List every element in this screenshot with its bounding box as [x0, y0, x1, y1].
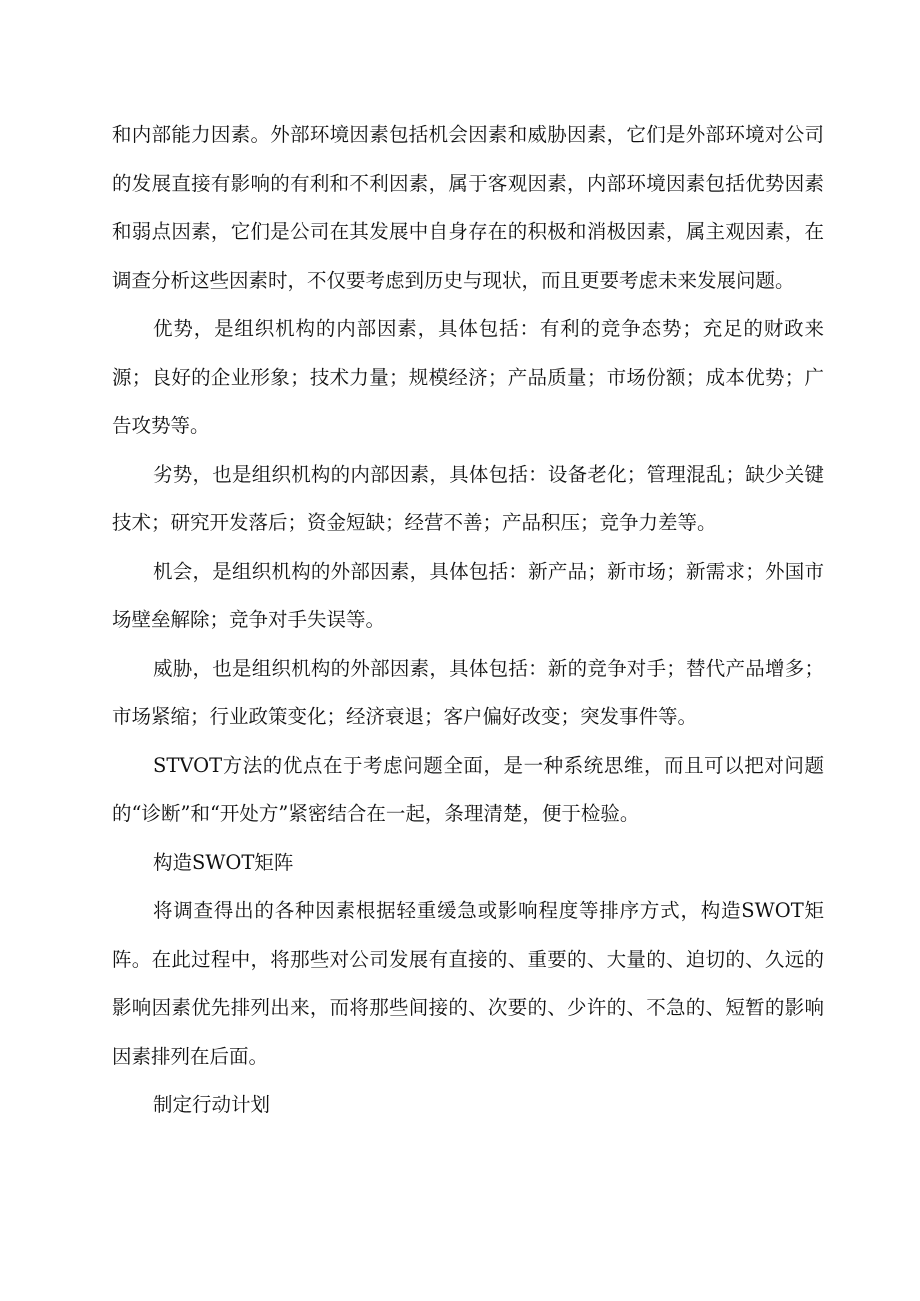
paragraph-matrix-description: 将调查得出的各种因素根据轻重缓急或影响程度等排序方式，构造SWOT矩阵。在此过程中，将那些对公司发展有直接的、重要的、大量的、迫切的、久远的影响因素优先排列出来，而将那些间接的、次要的、少许的、不急的、短暂的影响因素排列在后面。 [112, 899, 824, 1068]
paragraph-threats: 威胁，也是组织机构的外部因素，具体包括：新的竞争对手；替代产品增多；市场紧缩；行业政策变化；经济衰退；客户偏好改变；突发事件等。 [112, 656, 824, 728]
paragraph-weaknesses: 劣势，也是组织机构的内部因素，具体包括：设备老化；管理混乱；缺少关键技术；研究开发落后；资金短缺；经营不善；产品积压；竞争力差等。 [112, 462, 824, 534]
paragraph-continuation: 和内部能力因素。外部环境因素包括机会因素和威胁因素，它们是外部环境对公司的发展直接有影响的有利和不利因素，属于客观因素，内部环境因素包括优势因素和弱点因素，它们是公司在其发展中自身存在的积极和消极因素，属主观因素，在调查分析这些因素时，不仅要考虑到历史与现状，而且更要考虑未来发展问题。 [112, 123, 824, 292]
paragraph-method-advantages: STVOT方法的优点在于考虑问题全面，是一种系统思维，而且可以把对问题的“诊断”和“开处方”紧密结合在一起，条理清楚，便于检验。 [112, 753, 824, 825]
heading-action-plan: 制定行动计划 [153, 1093, 271, 1116]
heading-build-swot-matrix: 构造SWOT矩阵 [153, 850, 294, 874]
paragraph-opportunities: 机会，是组织机构的外部因素，具体包括：新产品；新市场；新需求；外国市场壁垒解除；竞争对手失误等。 [112, 559, 824, 631]
document-body [112, 111, 824, 1130]
paragraph-strengths: 优势，是组织机构的内部因素，具体包括：有利的竞争态势；充足的财政来源；良好的企业形象；技术力量；规模经济；产品质量；市场份额；成本优势；广告攻势等。 [112, 317, 824, 437]
